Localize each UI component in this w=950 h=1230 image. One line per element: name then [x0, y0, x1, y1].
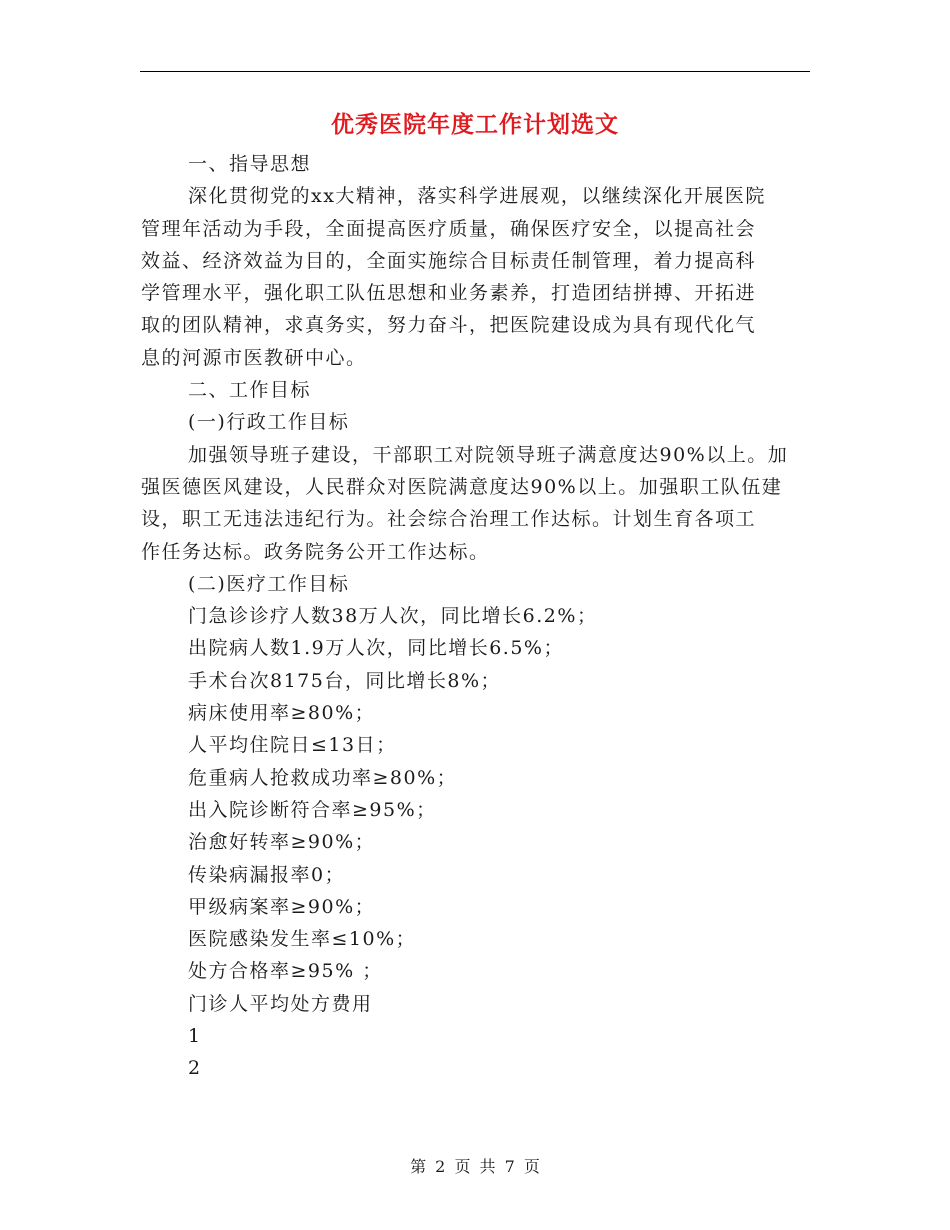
paragraph-line: 二、工作目标	[188, 379, 312, 402]
paragraph-line: 出院病人数1.9万人次，同比增长6.5%；	[188, 637, 564, 660]
paragraph-line: 门急诊诊疗人数38万人次，同比增长6.2%；	[188, 605, 598, 628]
paragraph-line: 息的河源市医教研中心。	[141, 346, 367, 369]
paragraph-line: 病床使用率≥80%；	[188, 702, 376, 725]
document-body	[141, 148, 809, 1085]
page-footer: 第 2 页 共 7 页	[410, 1157, 540, 1176]
paragraph-line: 学管理水平，强化职工队伍思想和业务素养，打造团结拼搏、开拓进	[141, 282, 757, 305]
paragraph-line: 加强领导班子建设，干部职工对院领导班子满意度达90%以上。加	[188, 443, 789, 466]
paragraph-line: 2	[188, 1057, 202, 1080]
paragraph-line: (一)行政工作目标	[188, 411, 350, 434]
document-title: 优秀医院年度工作计划选文	[331, 112, 619, 138]
header-rule	[140, 71, 810, 72]
paragraph-line: 效益、经济效益为目的，全面实施综合目标责任制管理，着力提高科	[141, 249, 757, 272]
paragraph-line: (二)医疗工作目标	[188, 572, 350, 595]
paragraph-line: 手术台次8175台，同比增长8%；	[188, 669, 501, 692]
paragraph-line: 1	[188, 1025, 202, 1048]
paragraph-line: 一、指导思想	[188, 153, 312, 175]
paragraph-line: 设，职工无违法违纪行为。社会综合治理工作达标。计划生育各项工	[141, 508, 757, 531]
paragraph-line: 门诊人平均处方费用	[188, 992, 373, 1015]
paragraph-line: 治愈好转率≥90%；	[188, 831, 376, 854]
paragraph-line: 医院感染发生率≤10%；	[188, 928, 417, 951]
paragraph-line: 人平均住院日≤13日；	[188, 734, 397, 757]
paragraph-line: 甲级病案率≥90%；	[188, 895, 376, 918]
paragraph-line: 出入院诊断符合率≥95%；	[188, 798, 437, 821]
paragraph-line: 管理年活动为手段，全面提高医疗质量，确保医疗安全，以提高社会	[141, 217, 757, 240]
paragraph-line: 作任务达标。政务院务公开工作达标。	[141, 540, 490, 563]
paragraph-line: 传染病漏报率0；	[188, 863, 346, 886]
paragraph-line: 处方合格率≥95% ；	[188, 960, 383, 983]
paragraph-line: 深化贯彻党的xx大精神，落实科学进展观，以继续深化开展医院	[188, 185, 766, 208]
paragraph-line: 取的团队精神，求真务实，努力奋斗，把医院建设成为具有现代化气	[141, 314, 757, 337]
paragraph-line: 强医德医风建设，人民群众对医院满意度达90%以上。加强职工队伍建	[141, 475, 783, 498]
paragraph-line: 危重病人抢救成功率≥80%；	[188, 766, 458, 789]
